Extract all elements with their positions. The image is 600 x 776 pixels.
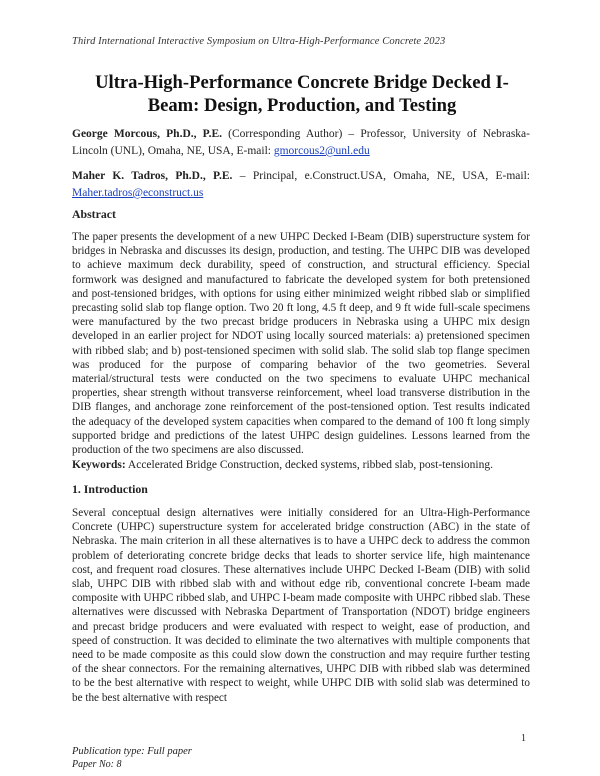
keywords bbox=[72, 458, 530, 473]
author-2-details: – Principal, e.Construct.USA, Omaha, NE, USA, E-mail: bbox=[232, 170, 530, 182]
keywords-label: Keywords: bbox=[72, 459, 126, 471]
author-1-details: (Corresponding Author) – Professor, University of Nebraska-Lincoln (UNL), Omaha, NE, USA, E-mail: bbox=[72, 128, 530, 157]
introduction-heading: 1. Introduction bbox=[72, 482, 148, 496]
author-1-name: George Morcous, Ph.D., P.E. bbox=[72, 128, 223, 140]
author-1 bbox=[72, 126, 530, 160]
publication-type: Publication type: Full paper bbox=[72, 746, 192, 757]
author-2 bbox=[72, 168, 530, 202]
abstract-heading: Abstract bbox=[72, 207, 116, 221]
paper-number: Paper No: 8 bbox=[72, 759, 122, 770]
author-2-name: Maher K. Tadros, Ph.D., P.E. bbox=[72, 170, 233, 182]
running-header: Third International Interactive Symposium on Ultra-High-Performance Concrete 2023 bbox=[72, 36, 446, 47]
abstract-text: The paper presents the development of a new UHPC Decked I-Beam (DIB) superstructure system for bridges in Nebraska and discusses its design, production, and testing. The UHPC DIB was developed to achieve maximum deck durability, speed of construction, and structural efficiency. Special formwork was designed and manufactured to fabricate the developed system for both pretensioned and post-tensioned bridges, with options for using either minimized weight ribbed slab or simplified precasting solid slab top flange option. Two 20 ft long, 4.5 ft deep, and 9 ft wide full-scale specimens were manufactured by the two precast bridge producers in Nebraska using a UHPC mix design developed in an earlier project for NDOT using locally sourced materials: a) pretensioned specimen with ribbed slab; and b) post-tensioned specimen with solid slab. The solid slab top flange specimen was produced for the purpose of comparing behavior of the two geometries. Several material/structural tests were conducted on the two specimens to evaluate UHPC mechanical properties, shear strength without transverse reinforcement, wheel load transverse distribution in the DIB flanges, and anchorage zone reinforcement of the post-tensioned option. Test results indicated the adequacy of the developed system capacities when compared to the demand of 100 ft long simply supported bridge and predictions of the latest UHPC design guidelines. Lessons learned from the production of the two specimens are also discussed. bbox=[72, 231, 530, 457]
author-2-email-link[interactable]: Maher.tadros@econstruct.us bbox=[72, 187, 204, 199]
introduction-text: Several conceptual design alternatives were initially considered for an Ultra-High-Performance Concrete (UHPC) superstructure system for accelerated bridge construction (ABC) in the state of Nebraska. The main criterion in all these alternatives is to have a UHPC deck to address the common problem of deteriorating concrete bridge decks that leads to shorter service life, high maintenance cost, and frequent road closures. These alternatives include UHPC Decked I-Beam (DIB) with solid slab, UHPC DIB with ribbed slab with and without edge rib, conventional concrete I-beam made composite with UHPC ribbed slab, and UHPC I-beam made composite with UHPC ribbed slab. These alternatives were discussed with Nebraska Department of Transportation (NDOT) bridge engineers and precast bridge producers and were evaluated with respect to weight, ease of production, and speed of construction. It was decided to eliminate the two alternatives with multiple components that need to be made composite as this could slow down the construction and may require further testing of the shear connectors. For the remaining alternatives, UHPC DIB with ribbed slab was determined to be the best alternative with respect to weight, while UHPC DIB with solid slab was determined to be the best alternative with respect bbox=[72, 507, 530, 704]
page-number: 1 bbox=[521, 733, 526, 744]
paper-title: Ultra-High-Performance Concrete Bridge Decked I-Beam: Design, Production, and Testing bbox=[95, 72, 509, 116]
author-1-email-link[interactable]: gmorcous2@unl.edu bbox=[273, 145, 370, 157]
keywords-text: Accelerated Bridge Construction, decked systems, ribbed slab, post-tensioning. bbox=[125, 459, 493, 471]
